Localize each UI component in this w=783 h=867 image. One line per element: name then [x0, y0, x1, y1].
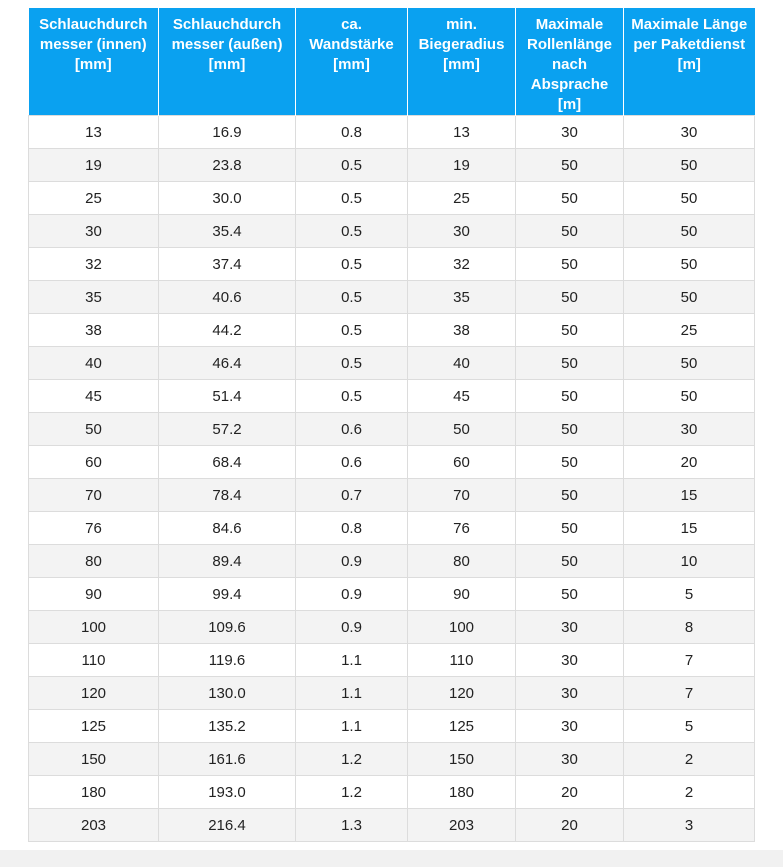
cell-max-roll-length: 50: [516, 413, 624, 446]
cell-max-roll-length: 30: [516, 743, 624, 776]
cell-wall-thickness: 0.6: [296, 446, 408, 479]
cell-max-parcel-length: 20: [624, 446, 755, 479]
cell-outer-diameter: 161.6: [159, 743, 296, 776]
cell-max-parcel-length: 3: [624, 809, 755, 842]
cell-outer-diameter: 23.8: [159, 149, 296, 182]
cell-outer-diameter: 119.6: [159, 644, 296, 677]
table-header: [29, 8, 755, 116]
cell-wall-thickness: 1.1: [296, 677, 408, 710]
cell-outer-diameter: 193.0: [159, 776, 296, 809]
table-wrapper: [28, 8, 754, 842]
header-outer-diameter: Schlauchdurch messer (außen) [mm]: [159, 8, 296, 116]
cell-inner-diameter: 203: [29, 809, 159, 842]
cell-outer-diameter: 30.0: [159, 182, 296, 215]
cell-wall-thickness: 1.1: [296, 710, 408, 743]
cell-wall-thickness: 0.5: [296, 347, 408, 380]
cell-inner-diameter: 30: [29, 215, 159, 248]
cell-bend-radius: 35: [408, 281, 516, 314]
cell-max-parcel-length: 30: [624, 116, 755, 149]
cell-wall-thickness: 0.9: [296, 545, 408, 578]
table-row: [29, 479, 755, 512]
cell-inner-diameter: 76: [29, 512, 159, 545]
cell-max-parcel-length: 15: [624, 512, 755, 545]
cell-bend-radius: 80: [408, 545, 516, 578]
cell-max-parcel-length: 25: [624, 314, 755, 347]
cell-max-roll-length: 50: [516, 545, 624, 578]
table-row: [29, 215, 755, 248]
cell-wall-thickness: 0.5: [296, 314, 408, 347]
cell-max-parcel-length: 2: [624, 776, 755, 809]
cell-max-roll-length: 50: [516, 248, 624, 281]
cell-bend-radius: 110: [408, 644, 516, 677]
cell-wall-thickness: 0.8: [296, 116, 408, 149]
cell-max-roll-length: 50: [516, 281, 624, 314]
cell-wall-thickness: 0.5: [296, 281, 408, 314]
cell-outer-diameter: 16.9: [159, 116, 296, 149]
cell-max-roll-length: 20: [516, 809, 624, 842]
table-row: [29, 677, 755, 710]
cell-bend-radius: 50: [408, 413, 516, 446]
cell-inner-diameter: 125: [29, 710, 159, 743]
cell-bend-radius: 45: [408, 380, 516, 413]
cell-inner-diameter: 60: [29, 446, 159, 479]
cell-bend-radius: 13: [408, 116, 516, 149]
cell-bend-radius: 25: [408, 182, 516, 215]
cell-bend-radius: 120: [408, 677, 516, 710]
cell-max-roll-length: 50: [516, 578, 624, 611]
cell-bend-radius: 38: [408, 314, 516, 347]
header-bend-radius: min. Biegeradius [mm]: [408, 8, 516, 116]
cell-max-roll-length: 30: [516, 116, 624, 149]
table-row: [29, 281, 755, 314]
cell-max-parcel-length: 50: [624, 215, 755, 248]
cell-max-roll-length: 50: [516, 380, 624, 413]
cell-outer-diameter: 78.4: [159, 479, 296, 512]
cell-max-parcel-length: 15: [624, 479, 755, 512]
cell-max-roll-length: 20: [516, 776, 624, 809]
cell-wall-thickness: 0.7: [296, 479, 408, 512]
cell-max-parcel-length: 10: [624, 545, 755, 578]
cell-max-parcel-length: 50: [624, 248, 755, 281]
cell-bend-radius: 70: [408, 479, 516, 512]
cell-inner-diameter: 120: [29, 677, 159, 710]
table-row: [29, 182, 755, 215]
cell-inner-diameter: 90: [29, 578, 159, 611]
table-body: [29, 116, 755, 842]
header-row: [29, 8, 755, 116]
cell-outer-diameter: 40.6: [159, 281, 296, 314]
cell-max-roll-length: 30: [516, 710, 624, 743]
cell-max-parcel-length: 50: [624, 380, 755, 413]
table-row: [29, 149, 755, 182]
table-row: [29, 710, 755, 743]
cell-max-roll-length: 50: [516, 215, 624, 248]
table-row: [29, 611, 755, 644]
cell-bend-radius: 19: [408, 149, 516, 182]
cell-max-parcel-length: 50: [624, 182, 755, 215]
table-row: [29, 116, 755, 149]
cell-inner-diameter: 110: [29, 644, 159, 677]
table-row: [29, 380, 755, 413]
cell-max-parcel-length: 50: [624, 347, 755, 380]
cell-max-roll-length: 30: [516, 677, 624, 710]
cell-inner-diameter: 35: [29, 281, 159, 314]
cell-wall-thickness: 0.5: [296, 248, 408, 281]
cell-max-parcel-length: 30: [624, 413, 755, 446]
cell-max-parcel-length: 7: [624, 644, 755, 677]
table-row: [29, 413, 755, 446]
table-row: [29, 743, 755, 776]
cell-bend-radius: 203: [408, 809, 516, 842]
cell-outer-diameter: 89.4: [159, 545, 296, 578]
cell-bend-radius: 90: [408, 578, 516, 611]
cell-max-roll-length: 50: [516, 182, 624, 215]
page-bottom-strip: [0, 850, 783, 867]
cell-outer-diameter: 84.6: [159, 512, 296, 545]
table-row: [29, 545, 755, 578]
cell-max-roll-length: 50: [516, 149, 624, 182]
cell-inner-diameter: 40: [29, 347, 159, 380]
cell-outer-diameter: 109.6: [159, 611, 296, 644]
cell-max-parcel-length: 7: [624, 677, 755, 710]
cell-inner-diameter: 19: [29, 149, 159, 182]
table-row: [29, 512, 755, 545]
cell-wall-thickness: 0.5: [296, 380, 408, 413]
cell-max-parcel-length: 5: [624, 710, 755, 743]
table-row: [29, 446, 755, 479]
cell-max-roll-length: 50: [516, 479, 624, 512]
cell-bend-radius: 32: [408, 248, 516, 281]
cell-inner-diameter: 38: [29, 314, 159, 347]
cell-max-parcel-length: 50: [624, 149, 755, 182]
table-row: [29, 347, 755, 380]
cell-outer-diameter: 216.4: [159, 809, 296, 842]
table-row: [29, 578, 755, 611]
cell-inner-diameter: 100: [29, 611, 159, 644]
cell-outer-diameter: 37.4: [159, 248, 296, 281]
cell-bend-radius: 125: [408, 710, 516, 743]
cell-bend-radius: 60: [408, 446, 516, 479]
cell-wall-thickness: 0.6: [296, 413, 408, 446]
cell-wall-thickness: 0.9: [296, 611, 408, 644]
cell-max-roll-length: 30: [516, 611, 624, 644]
cell-max-roll-length: 30: [516, 644, 624, 677]
cell-max-roll-length: 50: [516, 446, 624, 479]
table-row: [29, 776, 755, 809]
cell-inner-diameter: 45: [29, 380, 159, 413]
cell-wall-thickness: 1.2: [296, 776, 408, 809]
table-row: [29, 248, 755, 281]
cell-max-parcel-length: 2: [624, 743, 755, 776]
cell-outer-diameter: 57.2: [159, 413, 296, 446]
cell-inner-diameter: 70: [29, 479, 159, 512]
header-inner-diameter: Schlauchdurch messer (innen) [mm]: [29, 8, 159, 116]
cell-bend-radius: 150: [408, 743, 516, 776]
cell-wall-thickness: 1.1: [296, 644, 408, 677]
cell-outer-diameter: 46.4: [159, 347, 296, 380]
hose-dimensions-table: [28, 8, 755, 842]
cell-inner-diameter: 32: [29, 248, 159, 281]
cell-max-roll-length: 50: [516, 347, 624, 380]
cell-inner-diameter: 150: [29, 743, 159, 776]
cell-bend-radius: 180: [408, 776, 516, 809]
cell-outer-diameter: 51.4: [159, 380, 296, 413]
cell-outer-diameter: 99.4: [159, 578, 296, 611]
cell-bend-radius: 76: [408, 512, 516, 545]
cell-outer-diameter: 135.2: [159, 710, 296, 743]
cell-max-roll-length: 50: [516, 512, 624, 545]
cell-wall-thickness: 1.3: [296, 809, 408, 842]
cell-inner-diameter: 80: [29, 545, 159, 578]
cell-inner-diameter: 50: [29, 413, 159, 446]
table-row: [29, 644, 755, 677]
header-max-parcel-length: Maximale Länge per Paketdienst [m]: [624, 8, 755, 116]
cell-wall-thickness: 0.5: [296, 182, 408, 215]
table-row: [29, 314, 755, 347]
cell-inner-diameter: 25: [29, 182, 159, 215]
header-max-roll-length: Maximale Rollenlänge nach Absprache [m]: [516, 8, 624, 116]
cell-bend-radius: 40: [408, 347, 516, 380]
cell-outer-diameter: 68.4: [159, 446, 296, 479]
cell-max-parcel-length: 50: [624, 281, 755, 314]
cell-bend-radius: 30: [408, 215, 516, 248]
header-wall-thickness: ca. Wandstärke [mm]: [296, 8, 408, 116]
cell-outer-diameter: 130.0: [159, 677, 296, 710]
cell-max-parcel-length: 5: [624, 578, 755, 611]
cell-inner-diameter: 180: [29, 776, 159, 809]
cell-wall-thickness: 0.8: [296, 512, 408, 545]
cell-max-parcel-length: 8: [624, 611, 755, 644]
cell-wall-thickness: 1.2: [296, 743, 408, 776]
cell-wall-thickness: 0.9: [296, 578, 408, 611]
table-row: [29, 809, 755, 842]
cell-max-roll-length: 50: [516, 314, 624, 347]
cell-inner-diameter: 13: [29, 116, 159, 149]
cell-bend-radius: 100: [408, 611, 516, 644]
cell-wall-thickness: 0.5: [296, 149, 408, 182]
cell-outer-diameter: 35.4: [159, 215, 296, 248]
cell-outer-diameter: 44.2: [159, 314, 296, 347]
cell-wall-thickness: 0.5: [296, 215, 408, 248]
